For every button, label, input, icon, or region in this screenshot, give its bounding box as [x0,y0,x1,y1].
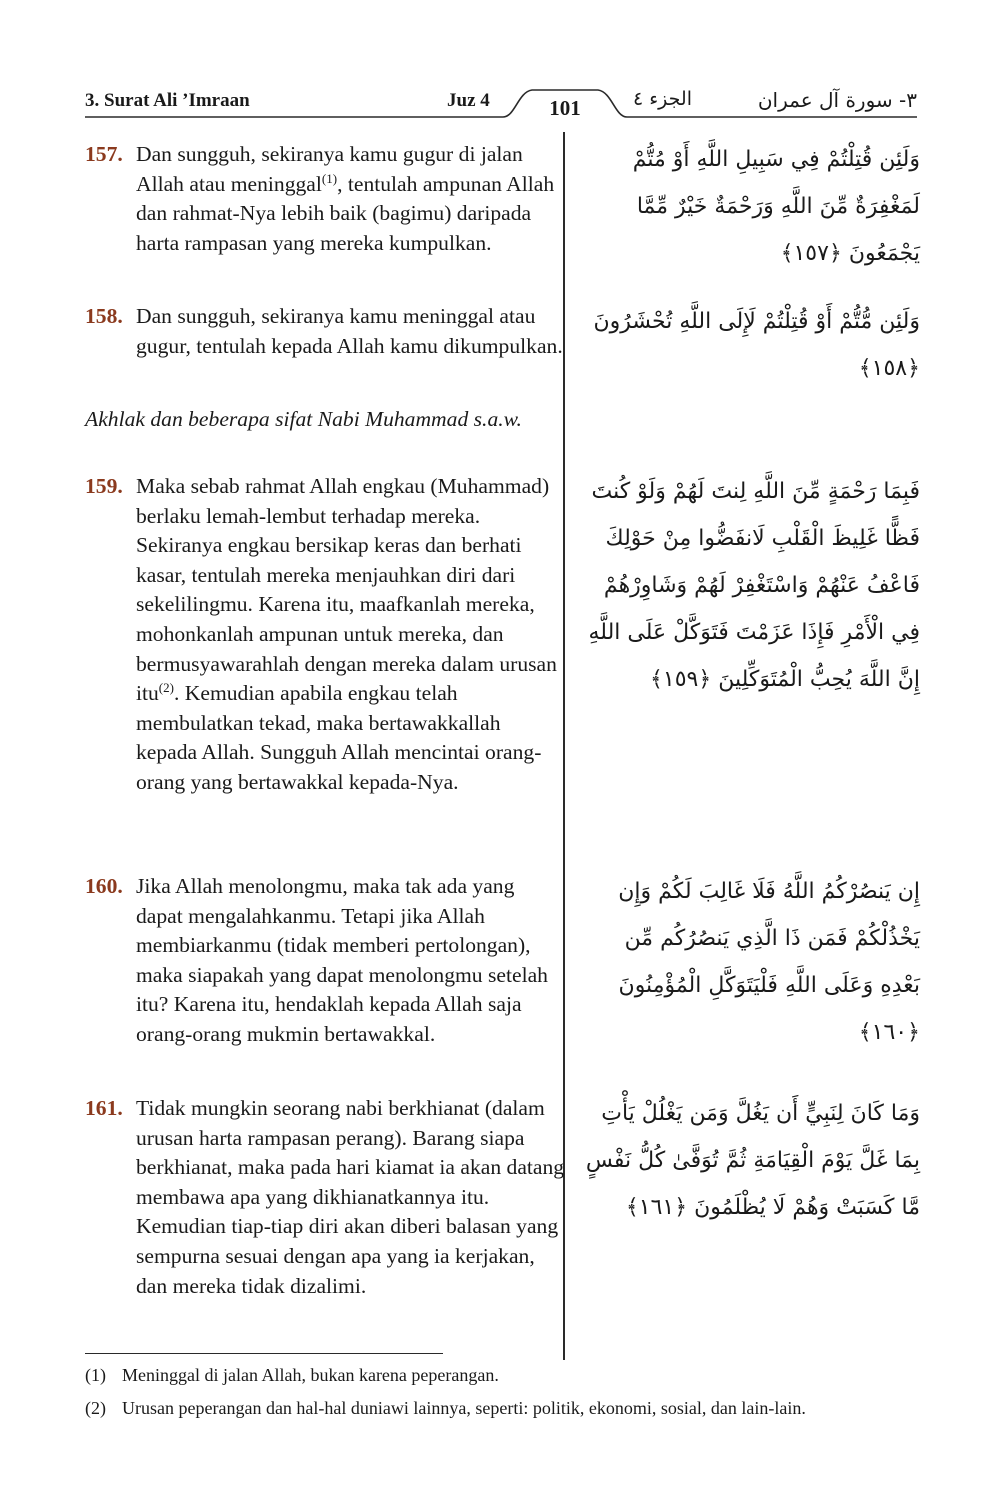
verse-number: 158. [85,304,123,328]
verse-translation: Dan sungguh, sekiranya kamu meninggal atau gugur, tentulah kepada Allah kamu dikumpulkan. [136,304,563,358]
verse-161 [85,1094,565,1301]
verse-161-arabic: وَمَا كَانَ لِنَبِيٍّ أَن يَغُلَّ وَمَن يَغْلُلْ يَأْتِ بِمَا غَلَّ يَوْمَ الْقِيَامَةِ ثُمَّ تُوَفَّىٰ كُلُّ نَفْسٍ مَّا كَسَبَتْ وَهُمْ لَا يُظْلَمُونَ ﴿١٦١﴾ [585,1101,920,1220]
footnote-number: (1) [85,1365,106,1385]
footnote-text: Meninggal di jalan Allah, bukan karena peperangan. [122,1365,499,1385]
surah-title-arabic: ٣- سورة آل عمران [757,88,917,112]
verse-159-arabic: فَبِمَا رَحْمَةٍ مِّنَ اللَّهِ لِنتَ لَهُمْ وَلَوْ كُنتَ فَظًّا غَلِيظَ الْقَلْبِ لَانفَضُّوا مِنْ حَوْلِكَ فَاعْفُ عَنْهُمْ وَاسْتَغْفِرْ لَهُمْ وَشَاوِرْهُمْ فِي الْأَمْرِ فَإِذَا عَزَمْتَ فَتَوَكَّلْ عَلَى اللَّهِ إِنَّ اللَّهَ يُحِبُّ الْمُتَوَكِّلِينَ ﴿١٥٩﴾ [588,479,920,692]
verse-number: 157. [85,142,123,166]
verse-translation: Jika Allah menolongmu, maka tak ada yang dapat mengalahkanmu. Tetapi jika Allah membiarkanmu (tidak memberi pertolongan), maka siapakah yang dapat menolongmu setelah itu? Karena itu, hendaklah kepada Allah saja orang-orang mukmin bertawakkal. [136,874,548,1046]
verse-number: 161. [85,1096,123,1120]
page-header [0,0,1000,130]
verse-translation: Dan sungguh, sekiranya kamu gugur di jalan Allah atau meninggal$^{(1)}$, tentulah ampunan Allah dan rahmat-Nya lebih baik (bagimu) daripada harta rampasan yang mereka kumpulkan. [136,142,555,255]
verse-160 [85,872,565,1050]
verse-translation: Tidak mungkin seorang nabi berkhianat (dalam urusan harta rampasan perang). Barang siapa berkhianat, maka pada hari kiamat ia akan datang membawa apa yang dikhianatkannya itu. Kemudian tiap-tiap diri akan diberi balasan yang sempurna sesuai dengan apa yang ia kerjakan, dan mereka tidak dizalimi. [136,1096,565,1298]
section-heading: Akhlak dan beberapa sifat Nabi Muhammad s.a.w. [85,407,522,431]
footnote-text: Urusan peperangan dan hal-hal duniawi lainnya, seperti: politik, ekonomi, sosial, dan lain-lain. [122,1398,806,1418]
verse-158-arabic: وَلَئِن مُّتُّمْ أَوْ قُتِلْتُمْ لَإِلَى اللَّهِ تُحْشَرُونَ ﴿١٥٨﴾ [593,309,920,381]
juz-label-arabic: الجزء ٤ [632,88,692,110]
verse-157 [85,140,565,258]
verse-160-arabic: إِن يَنصُرْكُمُ اللَّهُ فَلَا غَالِبَ لَكُمْ وَإِن يَخْذُلْكُمْ فَمَن ذَا الَّذِي يَنصُرُكُم مِّن بَعْدِهِ وَعَلَى اللَّهِ فَلْيَتَوَكَّلِ الْمُؤْمِنُونَ ﴿١٦٠﴾ [618,879,920,1045]
footnote-number: (2) [85,1398,106,1418]
footnote-rule [85,1353,443,1354]
footnote-reference[interactable]: (2) [158,679,174,695]
verse-158 [85,302,565,361]
footnote-1 [85,1363,945,1387]
verse-159 [85,472,565,798]
page-number: 101 [549,96,581,120]
juz-label-latin: Juz 4 [447,90,490,111]
verse-157-arabic: وَلَئِن قُتِلْتُمْ فِي سَبِيلِ اللَّهِ أَوْ مُتُّمْ لَمَغْفِرَةٌ مِّنَ اللَّهِ وَرَحْمَةٌ خَيْرٌ مِّمَّا يَجْمَعُونَ ﴿١٥٧﴾ [632,147,920,266]
verse-translation: Maka sebab rahmat Allah engkau (Muhammad) berlaku lemah-lembut terhadap mereka. Sekiranya engkau bersikap keras dan berhati kasar, tentulah mereka menjauhkan diri dari sekelilingmu. Karena itu, maafkanlah mereka, mohonkanlah ampunan untuk mereka, dan bermusyawarahlah dengan mereka dalam urusan itu$^{(2)}$. Kemudian apabila engkau telah membulatkan tekad, maka bertawakkallah kepada Allah. Sungguh Allah mencintai orang-orang yang bertawakkal kepada-Nya. [136,474,557,794]
verse-number: 160. [85,874,123,898]
footnote-reference[interactable]: (1) [321,170,338,186]
footnote-2 [85,1396,945,1420]
surah-title-latin: 3. Surat Ali ’Imraan [85,90,250,111]
verse-number: 159. [85,474,123,498]
